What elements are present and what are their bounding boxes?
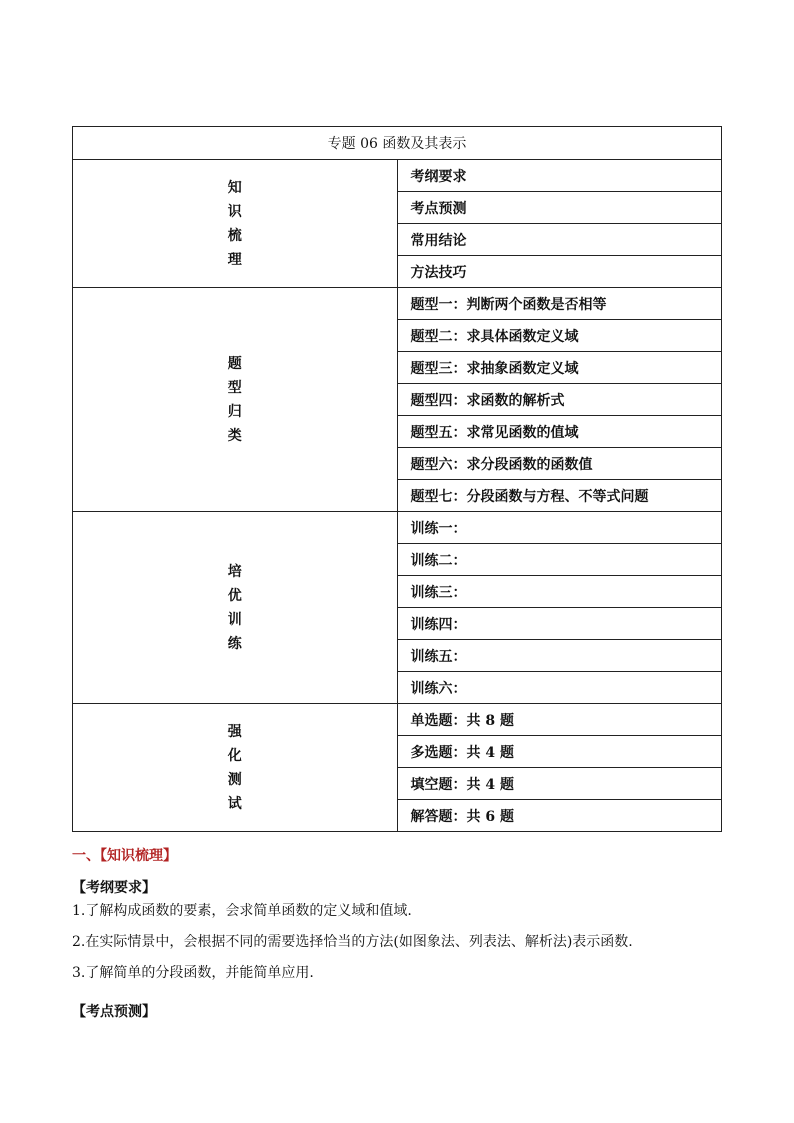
table-item: 题型三：求抽象函数定义域: [397, 352, 722, 384]
table-item: 填空题：共 4 题: [397, 768, 722, 800]
section-label-char: 类: [227, 427, 242, 444]
section-label-char: 梳: [227, 227, 242, 244]
requirement-3: 3.了解简单的分段函数，并能简单应用.: [72, 965, 314, 981]
table-item: 训练一：: [397, 512, 722, 544]
table-title: 专题 06 函数及其表示: [73, 127, 722, 160]
section-label-char: 训: [227, 611, 242, 628]
table-item: 解答题：共 6 题: [397, 800, 722, 832]
section-label: [73, 512, 398, 704]
table-item: 题型七：分段函数与方程、不等式问题: [397, 480, 722, 512]
table-item: 题型四：求函数的解析式: [397, 384, 722, 416]
table-item: 考点预测: [397, 192, 722, 224]
table-item: 题型二：求具体函数定义域: [397, 320, 722, 352]
section-label: [73, 160, 398, 288]
section-label-char: 识: [227, 203, 242, 220]
table-title-row: [73, 127, 722, 160]
section-label-char: 练: [227, 635, 242, 652]
section-label-char: 强: [227, 723, 242, 740]
table-item: 考纲要求: [397, 160, 722, 192]
section-label-char: 理: [227, 251, 242, 268]
table-row: [73, 160, 722, 192]
table-item: 多选题：共 4 题: [397, 736, 722, 768]
requirement-2: 2.在实际情景中，会根据不同的需要选择恰当的方法(如图象法、列表法、解析法)表示函数.: [72, 934, 633, 950]
table-item: 常用结论: [397, 224, 722, 256]
table-row: [73, 288, 722, 320]
section-label-char: 优: [227, 587, 242, 604]
section-label-char: 知: [227, 179, 242, 196]
section-label-char: 培: [227, 563, 242, 580]
table-item: 训练二：: [397, 544, 722, 576]
forecast-heading: 【考点预测】: [72, 1004, 156, 1020]
table-item: 题型一：判断两个函数是否相等: [397, 288, 722, 320]
requirements-heading: 【考纲要求】: [72, 880, 156, 896]
table-item: 题型六：求分段函数的函数值: [397, 448, 722, 480]
section-label-char: 归: [227, 403, 242, 420]
section-label-char: 试: [227, 795, 242, 812]
section-label: [73, 704, 398, 832]
section-label-char: 题: [227, 355, 242, 372]
section-heading: 一、【知识梳理】: [72, 848, 177, 864]
section-label: [73, 288, 398, 512]
section-label-char: 化: [227, 747, 242, 764]
contents-table: [72, 126, 722, 832]
section-label-char: 测: [227, 771, 242, 788]
table-item: 训练六：: [397, 672, 722, 704]
table-row: [73, 704, 722, 736]
table-row: [73, 512, 722, 544]
table-item: 训练五：: [397, 640, 722, 672]
table-item: 方法技巧: [397, 256, 722, 288]
table-item: 训练四：: [397, 608, 722, 640]
requirement-1: 1.了解构成函数的要素，会求简单函数的定义域和值域.: [72, 903, 412, 919]
section-label-char: 型: [227, 379, 242, 396]
table-item: 训练三：: [397, 576, 722, 608]
table-item: 题型五：求常见函数的值域: [397, 416, 722, 448]
table-item: 单选题：共 8 题: [397, 704, 722, 736]
